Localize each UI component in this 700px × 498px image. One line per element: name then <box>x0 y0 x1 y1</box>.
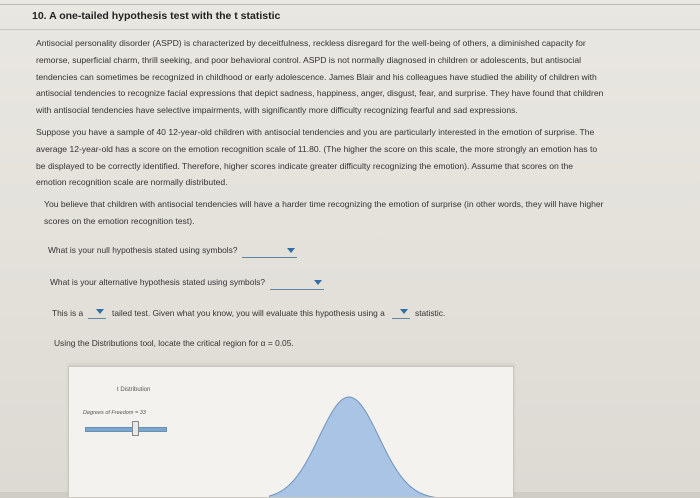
chevron-down-icon <box>314 280 322 285</box>
t-distribution-tool[interactable] <box>68 366 514 498</box>
tail-suffix-text: statistic. <box>415 308 446 318</box>
null-hypothesis-dropdown[interactable] <box>242 245 297 258</box>
df-slider-handle[interactable] <box>132 421 139 436</box>
tail-type-dropdown[interactable] <box>88 306 106 319</box>
alt-hypothesis-prompt: What is your alternative hypothesis stated using symbols? <box>50 277 266 287</box>
scenario-line: Suppose you have a sample of 40 12-year-old children with antisocial tendencies and you are particularly interested in the emotion of surprise. The <box>36 127 595 137</box>
degrees-of-freedom-label: Degrees of Freedom = 33 <box>83 410 146 416</box>
chevron-down-icon <box>287 248 295 253</box>
alt-hypothesis-dropdown[interactable] <box>270 277 324 290</box>
question-title: 10. A one-tailed hypothesis test with the t statistic <box>32 10 281 22</box>
intro-line: Antisocial personality disorder (ASPD) is characterized by deceitfulness, reckless disregard for the well-being of others, a diminished capacity for <box>36 38 586 48</box>
null-hypothesis-prompt: What is your null hypothesis stated using symbols? <box>48 245 238 255</box>
t-distribution-curve <box>269 367 513 497</box>
scenario-paragraph <box>36 124 646 191</box>
chevron-down-icon <box>400 309 408 314</box>
df-slider-track[interactable] <box>85 427 167 432</box>
scenario-line: be displayed to be correctly identified. Therefore, higher scores indicate greater difficulty recognizing the emotion). Assume that scores on the <box>36 160 574 171</box>
chevron-down-icon <box>96 309 104 314</box>
tail-prefix-text: This is a <box>52 308 84 318</box>
intro-line: antisocial tendencies to recognize facial expressions that depict sadness, happiness, anger, disgust, fear, and surprise. They have found that children <box>36 88 604 99</box>
belief-line: You believe that children with antisocial tendencies will have a harder time recognizing the emotion of surprise (in other words, they will have higher <box>44 199 604 209</box>
tail-middle-text: tailed test. Given what you know, you will evaluate this hypothesis using a <box>112 308 385 318</box>
intro-line: tendencies can sometimes be recognized in childhood or early adolescence. James Blair and his colleagues have studied the ability of children with <box>36 71 597 82</box>
tool-title: t Distribution <box>117 387 151 393</box>
statistic-type-dropdown[interactable] <box>392 306 410 319</box>
intro-paragraph <box>36 35 646 119</box>
intro-line: with antisocial tendencies have selective impairments, with significantly more difficulty recognizing fearful and sad expressions. <box>36 105 518 116</box>
scenario-line: emotion recognition scale are normally distributed. <box>36 177 228 188</box>
critical-region-prompt: Using the Distributions tool, locate the critical region for α = 0.05. <box>54 338 294 348</box>
distribution-area <box>269 397 513 497</box>
intro-line: remorse, superficial charm, thrill seeking, and poor behavioral control. ASPD is not normally diagnosed in children or adolescents, but antisocial <box>36 54 582 65</box>
scenario-line: average 12-year-old has a score on the emotion recognition scale of 11.80. (The higher the score on this scale, the more strongly an emotion has to <box>36 143 598 154</box>
belief-paragraph <box>44 196 654 230</box>
belief-line: scores on the emotion recognition test). <box>44 215 195 226</box>
